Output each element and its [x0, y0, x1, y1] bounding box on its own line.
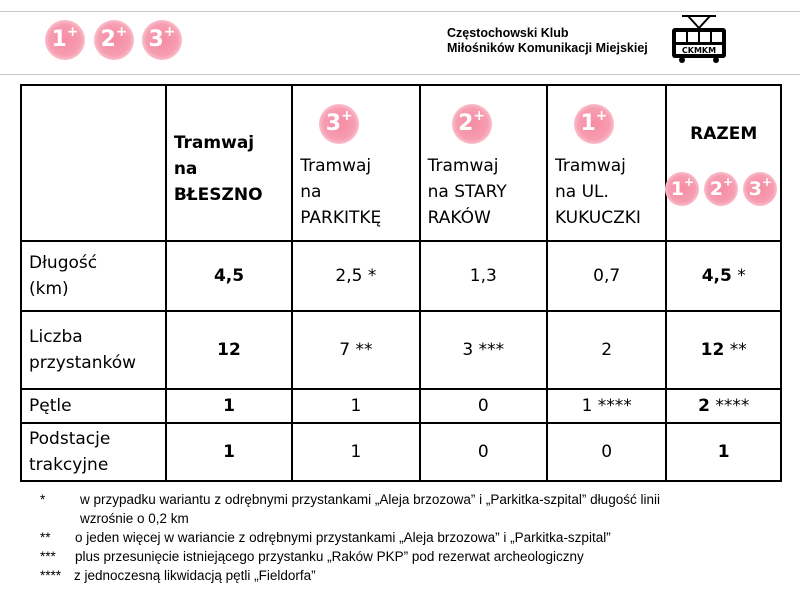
- club-name: [447, 26, 648, 56]
- tram-comparison-table: [20, 84, 782, 482]
- row-label: Pętle: [21, 389, 166, 423]
- table-cell: 0: [420, 423, 547, 481]
- badge-2-plus: 2 +: [452, 104, 492, 144]
- header-bleszno: Tramwaj na BŁESZNO: [166, 85, 292, 241]
- razem-title: RAZEM: [690, 124, 758, 144]
- table-cell: 2: [547, 311, 666, 389]
- tram-logo-icon: [668, 14, 730, 64]
- badge-2-plus: 2 +: [94, 20, 134, 60]
- club-name-line2: Miłośników Komunikacji Miejskiej: [447, 41, 648, 55]
- badge-1-plus: 1 +: [665, 172, 699, 206]
- row-label: Podstacje trakcyjne: [21, 423, 166, 481]
- table-cell-total: 4,5 *: [666, 241, 781, 311]
- row-label: Długość (km): [21, 241, 166, 311]
- table-cell: 0: [420, 389, 547, 423]
- badge-3-plus: 3 +: [319, 104, 359, 144]
- badge-1-plus: 1 +: [45, 20, 85, 60]
- header-divider: [0, 74, 800, 75]
- table-cell: 0,7: [547, 241, 666, 311]
- table-cell: 1,3: [420, 241, 547, 311]
- table-cell: 2,5 *: [292, 241, 419, 311]
- header-razem: [666, 85, 781, 241]
- club-name-line1: Częstochowski Klub: [447, 26, 569, 40]
- table-row: [21, 241, 781, 311]
- header-empty-cell: [21, 85, 166, 241]
- table-cell-total: 2 ****: [666, 389, 781, 423]
- table-cell: 1: [166, 389, 292, 423]
- table-cell-total: 12 **: [666, 311, 781, 389]
- table-cell: 12: [166, 311, 292, 389]
- badge-2-plus: 2 +: [704, 172, 738, 206]
- table-row: [21, 423, 781, 481]
- table-header-row: [21, 85, 781, 241]
- table-cell: 0: [547, 423, 666, 481]
- table-cell: 1 ****: [547, 389, 666, 423]
- table-cell: 1: [166, 423, 292, 481]
- badge-1-plus: 1 +: [574, 104, 614, 144]
- footnote: *** plus przesunięcie istniejącego przystanku „Raków PKP” pod rezerwat archeologiczny: [40, 549, 584, 564]
- header-stary-rakow: 2 + Tramwaj na STARY RAKÓW: [420, 85, 547, 241]
- top-divider: [0, 11, 800, 12]
- table-cell: 1: [292, 389, 419, 423]
- footnote: **** z jednoczesną likwidacją pętli „Fieldorfa”: [40, 568, 316, 583]
- badge-3-plus: 3 +: [743, 172, 777, 206]
- header-parkitka: 3 + Tramwaj na PARKITKĘ: [292, 85, 419, 241]
- footnotes: [40, 490, 660, 585]
- table-cell: 7 **: [292, 311, 419, 389]
- footnote: * w przypadku wariantu z odrębnymi przystankami „Aleja brzozowa” i „Parkitka-szpital” długość linii: [40, 492, 660, 507]
- row-label: Liczba przystanków: [21, 311, 166, 389]
- table-row: [21, 311, 781, 389]
- table-cell: 3 ***: [420, 311, 547, 389]
- logo-text: CKMKM: [681, 46, 717, 55]
- table-cell: 4,5: [166, 241, 292, 311]
- footnote: ** o jeden więcej w wariancie z odrębnymi przystankami „Aleja brzozowa” i „Parkitka-szpital”: [40, 530, 611, 545]
- table-cell: 1: [292, 423, 419, 481]
- header-kukuczki: 1 + Tramwaj na UL. KUKUCZKI: [547, 85, 666, 241]
- table-row: [21, 389, 781, 423]
- badge-3-plus: 3 +: [142, 20, 182, 60]
- table-cell-total: 1: [666, 423, 781, 481]
- footnote-continuation: wzrośnie o 0,2 km: [80, 511, 189, 526]
